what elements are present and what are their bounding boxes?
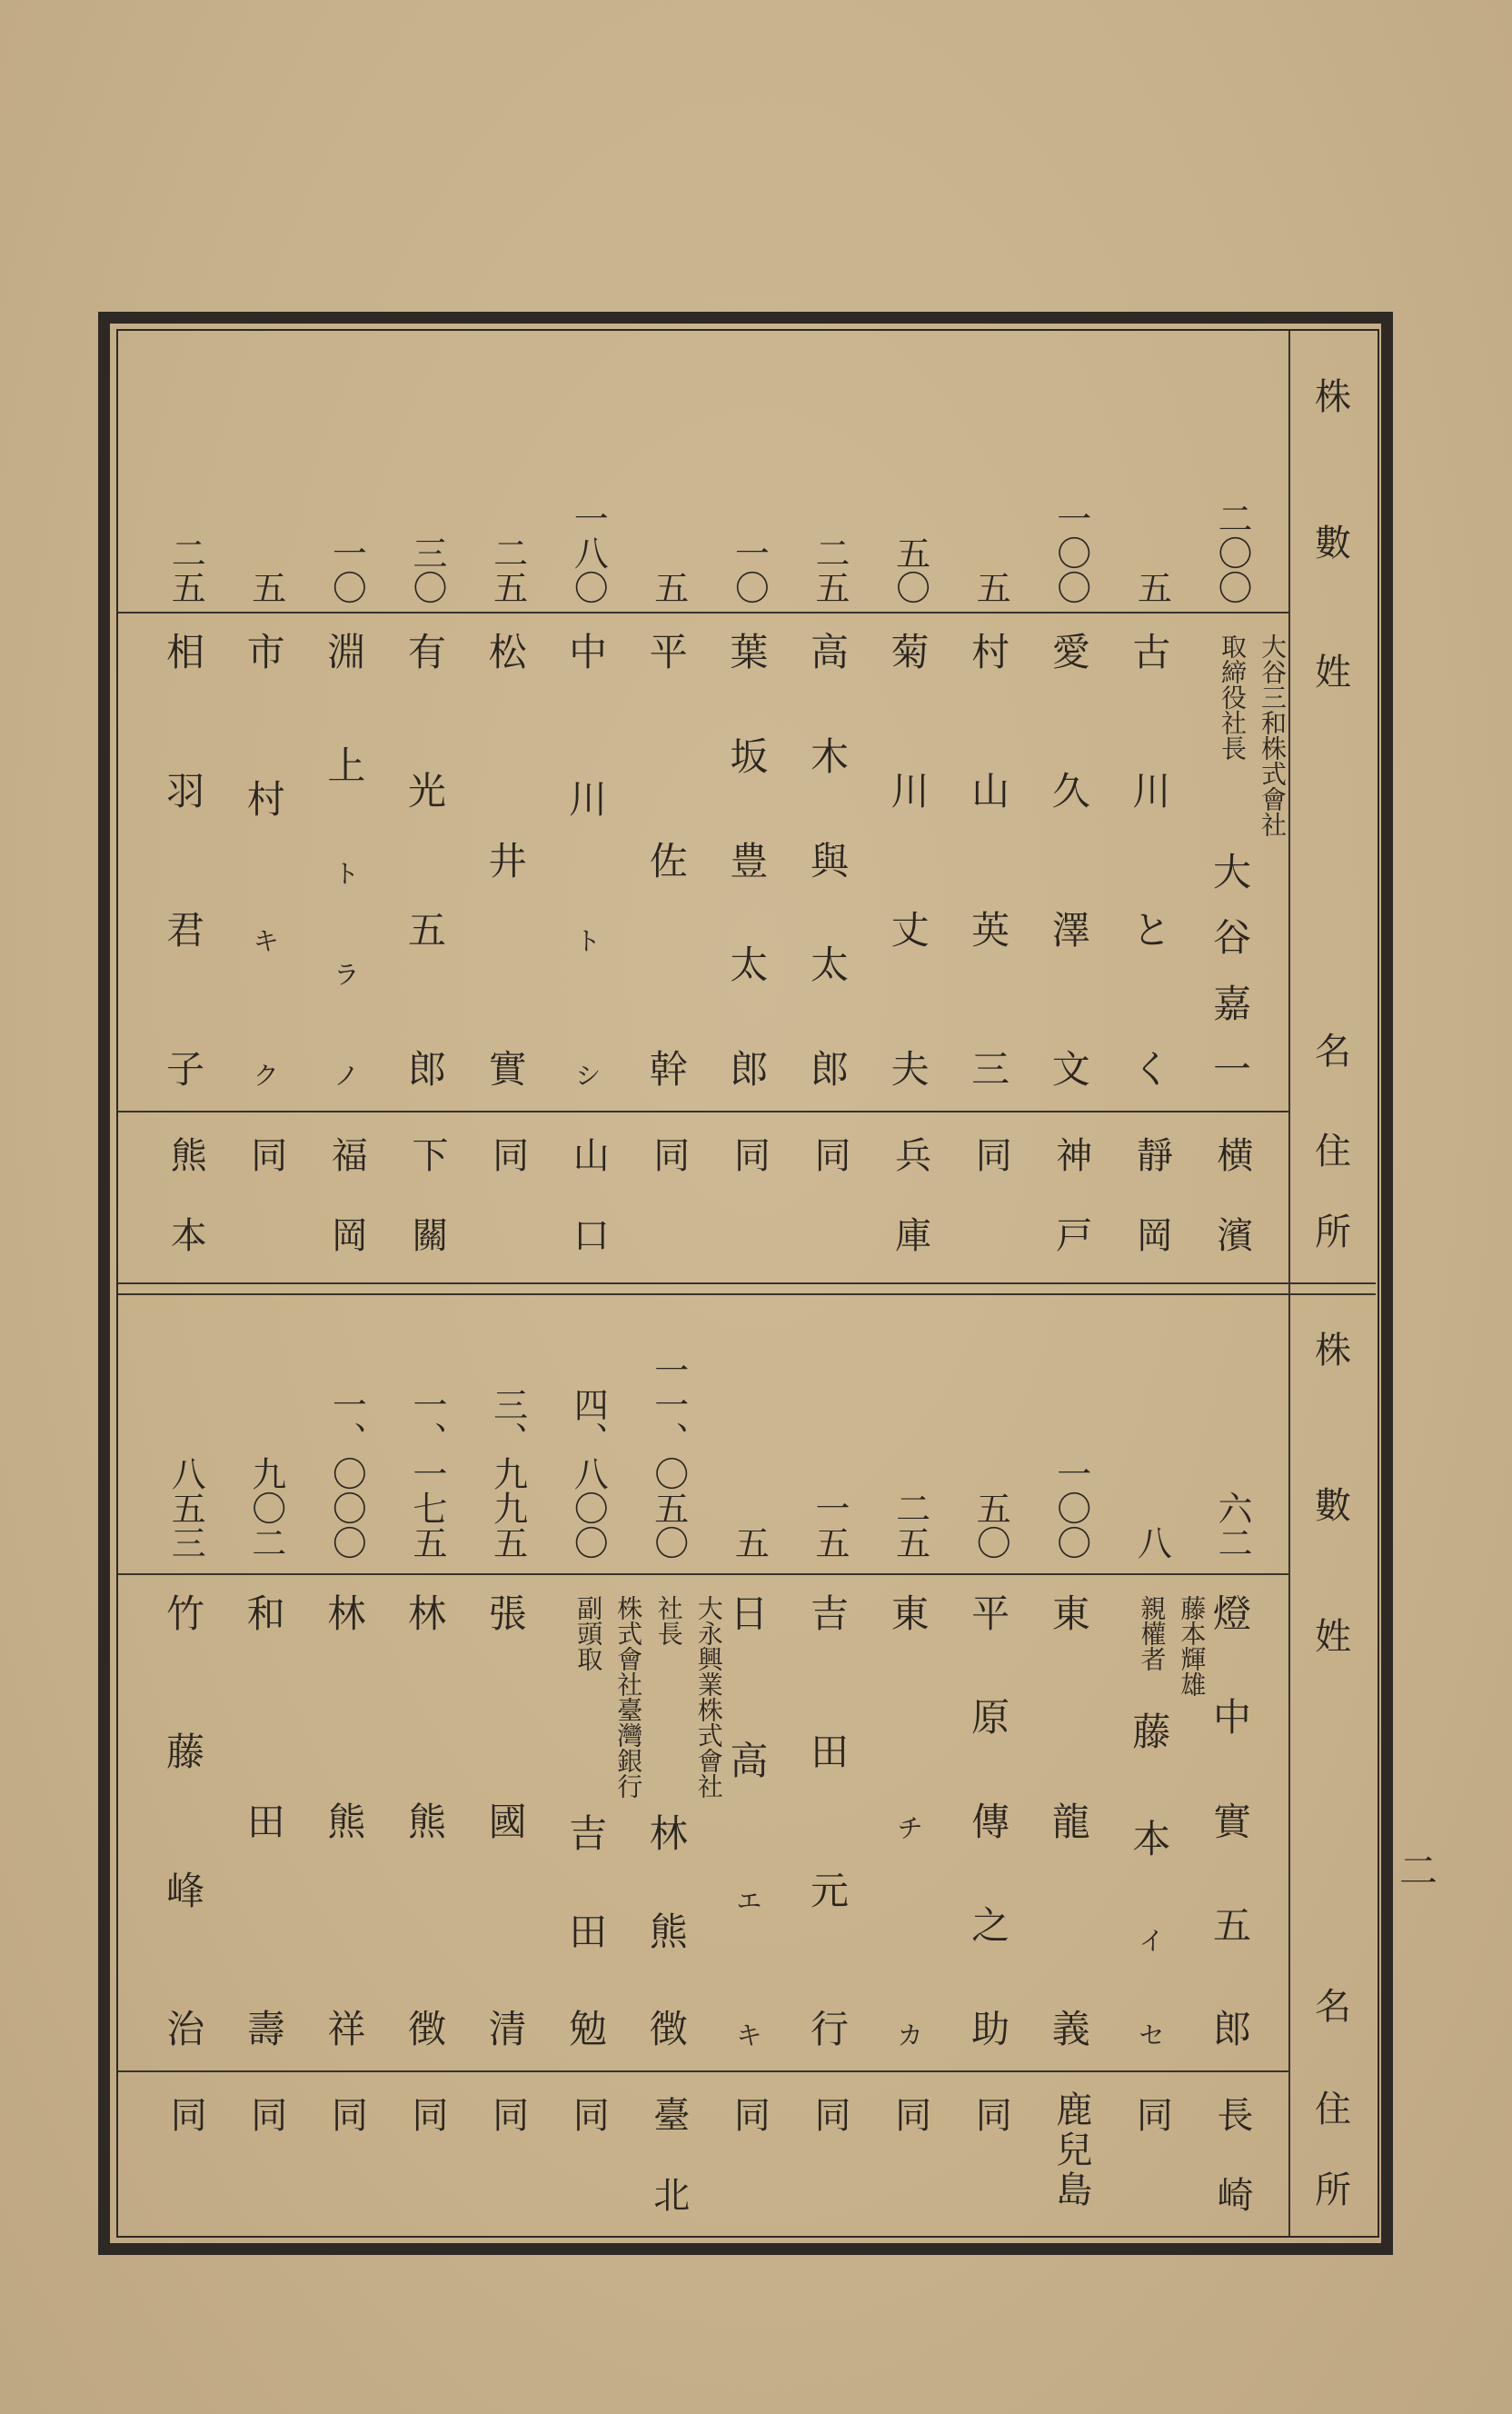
name-char: 文 [1051,1047,1090,1092]
name-char: 菊 [890,630,930,674]
name-chars [1212,837,1251,1092]
name-char: 治 [166,2006,205,2051]
name-char: 實 [488,1047,527,1092]
address-value: 同 [164,2096,207,2176]
name-char: キ [736,2020,762,2050]
shares-cell [1111,341,1191,604]
header-shares-char: 數 [1315,523,1351,564]
name-cell [870,1575,950,2070]
address-value: 下關 [406,1136,448,1296]
name-char: 田 [246,1799,285,1844]
shares-cell [468,1295,548,1560]
shares-cell [950,341,1030,604]
shares-value: 一〇 [729,535,770,604]
shares-cell [709,341,789,604]
address-cell [306,2072,386,2256]
name-char: 佐 [649,838,688,883]
name-char: 助 [971,2007,1010,2051]
name-char: 五 [407,908,446,953]
name-char: 郎 [810,1047,849,1092]
header-address-char: 所 [1315,1212,1351,1253]
shares-cell [145,341,225,604]
address-cell [950,2072,1030,2256]
address-value: 同 [728,2096,771,2176]
address-cell [1192,2072,1272,2256]
title-annotation-line: 大谷三和株式會社 [1258,633,1288,837]
shares-cell [306,1295,386,1560]
shares-value: 一、一七五 [407,1387,447,1560]
name-cell [870,613,950,1111]
name-char: 葉 [730,630,769,674]
name-char: 五 [1212,1902,1251,1948]
address-value: 神戸 [1049,1136,1092,1296]
name-cell [950,1575,1030,2070]
name-char: 義 [1051,2007,1090,2051]
name-char: 山 [971,769,1010,813]
title-annotation-line: 取締役社長 [1218,633,1248,761]
title-annotation-line: 株式會社臺灣銀行 [613,1595,644,1799]
name-char: 澤 [1051,908,1090,953]
name-char: 元 [810,1868,849,1913]
header-address-char: 住 [1315,1131,1351,1172]
address-value: 兵庫 [889,1136,931,1296]
address-cell [1111,1112,1191,1306]
name-char: 徴 [407,2007,446,2051]
name-char: 平 [649,630,688,674]
address-cell [306,1112,386,1306]
title-annotation [568,1595,648,1799]
name-char: 中 [569,630,608,674]
name-char: 龍 [1051,1799,1090,1844]
name-char: 郎 [1212,2007,1251,2051]
header-name-char: 名 [1315,1986,1351,2028]
address-value: 同 [486,1136,529,1216]
shares-value: 二五 [487,535,528,604]
name-cell [709,613,789,1111]
address-value: 同 [406,2096,448,2176]
name-char: 木 [810,733,849,779]
name-cell [306,1575,386,2070]
title-annotation [1212,633,1292,837]
shares-cell [226,341,306,604]
name-char: く [1132,1047,1171,1092]
name-cell [226,1575,306,2070]
name-char: 井 [488,838,527,883]
name-char: 幹 [649,1047,688,1092]
name-char: 淵 [327,630,366,674]
shares-value: 二〇〇 [1212,501,1252,604]
name-char: 之 [971,1902,1010,1948]
header-address-char: 住 [1315,2089,1351,2130]
name-cell [468,613,548,1111]
name-char: チ [897,1812,923,1843]
address-cell [870,2072,950,2256]
address-cell [548,1112,628,1306]
name-char: 張 [488,1591,527,1636]
address-cell [790,2072,870,2256]
name-char: 愛 [1051,630,1090,674]
shares-cell [226,1295,306,1560]
address-cell [870,1112,950,1306]
name-char: 郎 [407,1047,446,1092]
name-cell [548,613,628,1111]
shares-value: 三、九九五 [487,1387,528,1560]
name-cell [468,1575,548,2070]
name-char: 丈 [890,908,930,953]
name-char: ト [333,858,360,889]
name-char: ノ [333,1061,360,1091]
name-char: 坂 [730,733,769,779]
shares-value: 九〇二 [245,1456,286,1560]
name-cell [226,613,306,1111]
address-cell [145,2072,225,2256]
address-cell [387,2072,467,2256]
shares-value: 一〇 [326,535,367,604]
name-char: 久 [1051,769,1090,813]
shares-cell [950,1295,1030,1560]
name-char: 相 [166,630,205,674]
shares-cell [790,1295,870,1560]
shares-value: 一〇〇 [1050,501,1091,604]
address-value: 山口 [567,1136,610,1296]
name-char: 羽 [166,769,205,813]
name-char: 中 [1212,1695,1251,1741]
address-cell [790,1112,870,1306]
name-char: 川 [569,777,608,823]
address-value: 鹿兒島 [1049,2090,1092,2210]
name-char: 熊 [407,1799,446,1844]
shares-cell [1031,341,1111,604]
name-chars [569,1799,607,2049]
name-char: 子 [166,1047,205,1092]
header-name-char: 姓 [1315,652,1351,693]
name-char: 林 [327,1591,366,1636]
name-char: 國 [488,1799,527,1844]
name-char: セ [1139,2020,1165,2050]
name-char: 嘉 [1212,981,1251,1026]
name-char: ラ [333,959,360,990]
address-value: 横濱 [1211,1136,1253,1296]
address-value: 同 [567,2096,610,2176]
shares-value: 二五 [890,1491,930,1560]
shares-value: 四、八〇〇 [568,1387,609,1560]
address-cell [226,2072,306,2256]
name-cell [1192,613,1288,1111]
name-cell [1111,613,1191,1111]
name-cell [548,1575,644,2070]
shares-value: 八 [1131,1525,1172,1560]
name-char: 有 [407,630,446,674]
page-number: 二 [1399,1849,1438,1893]
address-value: 同 [244,2096,287,2176]
name-cell [145,1575,225,2070]
name-char: 君 [166,908,205,953]
name-char: 日 [730,1591,769,1636]
name-char: 竹 [166,1591,205,1636]
title-annotation-line: 親權者 [1137,1595,1168,1671]
name-char: 高 [730,1738,769,1783]
name-cell [145,613,225,1111]
name-char: ク [253,1060,279,1091]
name-char: 平 [971,1591,1010,1636]
name-char: 松 [488,630,527,674]
name-char: 川 [890,769,930,813]
name-char: 古 [1132,630,1171,674]
name-char: 郎 [730,1047,769,1092]
name-cell [950,613,1030,1111]
shares-cell [548,341,628,604]
address-cell [468,1112,548,1306]
name-char: 太 [810,943,849,988]
name-char: カ [897,2020,923,2050]
name-char: 村 [246,777,285,823]
address-cell [548,2072,628,2256]
name-cell [629,613,709,1111]
name-char: 田 [810,1730,849,1775]
address-cell [468,2072,548,2256]
name-chars [1132,1697,1170,2049]
name-char: 原 [971,1695,1010,1741]
header-name-char: 名 [1315,1031,1351,1072]
address-cell [1031,2072,1111,2250]
name-char: 祥 [327,2007,366,2051]
name-char: 東 [890,1591,930,1636]
shares-value: 一五 [810,1491,850,1560]
shares-cell [387,1295,467,1560]
name-char: 峰 [166,1868,205,1913]
shares-cell [387,341,467,604]
address-value: 靜岡 [1130,1136,1173,1296]
name-char: ト [575,925,602,956]
name-char: 實 [1212,1799,1251,1844]
name-char: 藤 [1132,1710,1171,1754]
name-cell [1031,613,1111,1111]
shares-value: 五 [970,570,1011,604]
shares-value: 六二 [1212,1491,1252,1560]
name-char: 吉 [569,1811,608,1856]
header-shares-char: 數 [1315,1485,1351,1527]
name-cell [790,1575,870,2070]
name-char: 川 [1132,769,1171,813]
address-value: 同 [809,2096,850,2176]
title-annotation [1131,1595,1211,1697]
name-char: 燈 [1212,1591,1251,1636]
name-char: 徴 [649,2007,688,2051]
shares-cell [870,1295,950,1560]
address-value: 同 [809,1136,850,1216]
shares-cell [1111,1295,1191,1560]
header-name-char: 姓 [1315,1616,1351,1658]
title-annotation-line: 副頭取 [573,1595,604,1671]
name-char: 藤 [166,1730,205,1775]
address-cell [145,1112,225,1306]
name-char: 谷 [1212,915,1251,961]
name-char: イ [1139,1925,1165,1956]
title-annotation [649,1595,729,1799]
shares-value: 一〇〇 [1050,1456,1091,1560]
address-value: 熊本 [164,1136,207,1296]
name-cell [306,613,386,1111]
shares-cell [629,341,709,604]
address-cell [629,1112,709,1306]
address-cell [1111,2072,1191,2256]
name-char: 夫 [890,1047,930,1092]
address-value: 同 [325,2096,368,2176]
title-annotation-line: 社長 [653,1595,684,1646]
name-char: キ [253,925,279,956]
name-char: 吉 [810,1591,849,1636]
address-value: 同 [889,2096,931,2176]
shares-value: 二五 [165,535,206,604]
shares-value: 一一、〇五〇 [648,1352,689,1560]
shares-cell [790,341,870,604]
shares-value: 二五 [810,535,850,604]
name-char: 田 [569,1909,608,1954]
name-char: 和 [246,1591,285,1636]
shares-cell [145,1295,225,1560]
title-annotation-line: 大永興業株式會社 [693,1595,724,1799]
address-value: 同 [244,1136,287,1216]
name-cell [387,1575,467,2070]
name-cell [790,613,870,1111]
shares-cell [709,1295,789,1560]
shares-cell [1192,341,1272,604]
name-char: 東 [1051,1591,1090,1636]
address-value: 同 [970,1136,1012,1216]
name-char: 一 [1212,1046,1251,1092]
name-char: 林 [407,1591,446,1636]
name-cell [1031,1575,1111,2070]
shares-value: 五 [648,570,689,604]
shares-value: 一八〇 [568,501,609,604]
address-cell [226,1112,306,1306]
name-char: シ [575,1060,602,1091]
address-cell [629,2072,709,2256]
address-cell [1192,1112,1272,1306]
shares-value: 八五三 [165,1456,206,1560]
address-cell [709,1112,789,1306]
address-cell [950,1112,1030,1306]
shares-value: 三〇 [407,535,447,604]
address-cell [387,1112,467,1306]
name-char: 高 [810,630,849,674]
name-char: 與 [810,838,849,883]
name-char: 上 [327,743,366,789]
address-value: 同 [486,2096,529,2176]
shares-cell [870,341,950,604]
name-char: エ [736,1886,762,1917]
address-value: 福岡 [325,1136,368,1296]
name-char: 太 [730,943,769,988]
name-char: 清 [488,2007,527,2051]
address-value: 長崎 [1211,2096,1253,2256]
name-cell [387,613,467,1111]
name-char: 豊 [730,838,769,883]
shares-cell [629,1295,709,1560]
name-char: 熊 [327,1799,366,1844]
header-shares-char: 株 [1315,376,1351,418]
name-char: 壽 [246,2007,285,2051]
name-char: 市 [246,630,285,674]
shares-cell [468,341,548,604]
name-cell [1111,1575,1208,2070]
address-value: 臺北 [647,2096,690,2256]
shares-cell [1192,1295,1272,1560]
address-value: 同 [1130,2096,1173,2176]
shares-value: 一、〇〇〇 [326,1387,367,1560]
shares-value: 五 [1131,570,1172,604]
header-shares-char: 株 [1315,1330,1351,1372]
name-char: 光 [407,769,446,813]
shares-value: 五 [245,570,286,604]
name-char: 行 [810,2006,849,2051]
name-char: 林 [649,1811,688,1856]
address-value: 同 [970,2096,1012,2176]
shares-value: 五〇 [970,1491,1011,1560]
address-value: 同 [728,1136,771,1216]
name-char: 英 [971,908,1010,953]
shares-cell [548,1295,628,1560]
address-cell [1031,1112,1111,1306]
shares-value: 五〇 [890,535,930,604]
shares-cell [306,341,386,604]
name-char: 本 [1132,1817,1171,1862]
name-char: 勉 [569,2007,608,2051]
shares-cell [1031,1295,1111,1560]
name-char: 傳 [971,1799,1010,1844]
title-annotation-line: 藤本輝雄 [1177,1595,1208,1697]
name-char: 熊 [649,1909,688,1954]
name-char: 三 [971,1047,1010,1092]
name-char: 村 [971,630,1010,674]
address-cell [709,2072,789,2256]
header-address-char: 所 [1315,2170,1351,2211]
name-char: 大 [1212,850,1251,894]
name-chars [650,1799,688,2049]
name-char: と [1132,908,1171,953]
shares-value: 五 [729,1525,770,1560]
address-value: 同 [647,1136,690,1216]
